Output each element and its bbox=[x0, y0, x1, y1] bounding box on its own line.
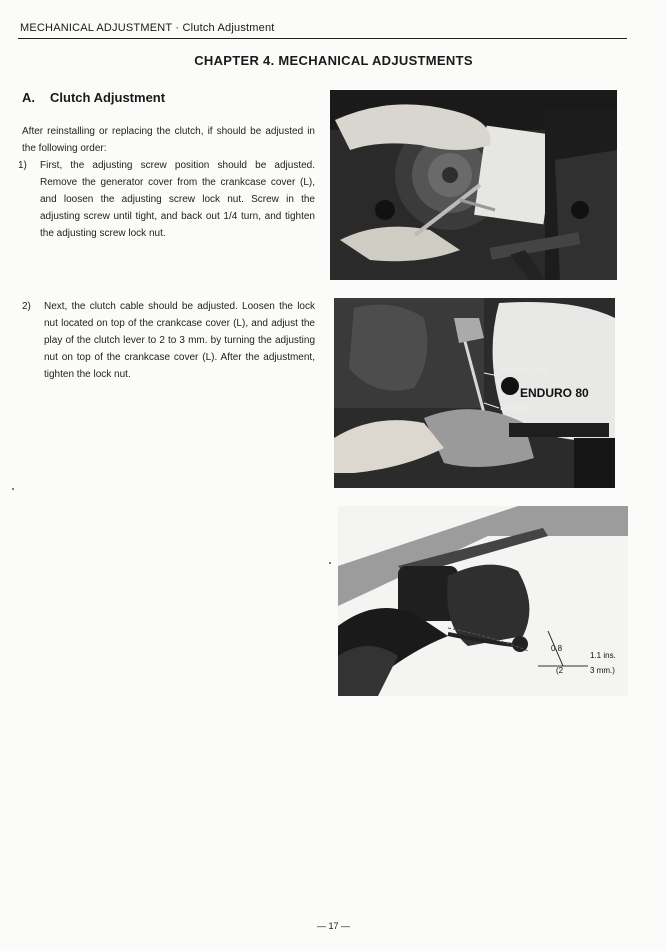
page-number: — 17 — bbox=[316, 921, 350, 931]
play-mm-label: (2 bbox=[556, 666, 564, 675]
step-text: First, the adjusting screw position should be adjusted. Remove the generator cover from the crankcase cover (L), and loosen the adjusting screw lock nut. Screw in the adjusting screw until tight, and back out 1/4 turn, and tighten the adjusting screw lock nut. bbox=[40, 160, 315, 239]
brand-label: ENDURO 80 bbox=[520, 386, 589, 400]
photo-clutch-lever bbox=[338, 506, 628, 696]
step-number: 2) bbox=[22, 301, 31, 312]
intro-paragraph bbox=[22, 123, 315, 157]
step-1 bbox=[18, 157, 315, 242]
running-header: MECHANICAL ADJUSTMENT · Clutch Adjustment bbox=[20, 22, 275, 34]
adjusting-nut-label: Adjusting nut bbox=[500, 366, 547, 375]
chapter-title: CHAPTER 4. MECHANICAL ADJUSTMENTS bbox=[194, 53, 473, 68]
lock-nut-label: Lock nut bbox=[500, 403, 531, 412]
scan-speck bbox=[329, 562, 331, 564]
step-number: 1) bbox=[18, 160, 27, 171]
section-title: Clutch Adjustment bbox=[50, 90, 166, 105]
play-inches-label: 0.8 bbox=[551, 644, 563, 653]
play-inches-label-2: 1.1 ins. bbox=[590, 651, 616, 660]
scan-speck bbox=[12, 488, 14, 490]
section-letter: A. bbox=[22, 90, 35, 105]
photo-generator-cover bbox=[330, 90, 617, 280]
photo-clutch-cable bbox=[334, 298, 615, 488]
play-mm-label-2: 3 mm.) bbox=[590, 666, 615, 675]
step-2 bbox=[22, 298, 315, 383]
header-rule bbox=[18, 38, 627, 39]
step-text: Next, the clutch cable should be adjusted. Loosen the lock nut located on top of the crankcase cover (L), and adjust the play of the clutch lever to 2 to 3 mm. by turning the adjusting nut on top of the crankcase cover (L). After the adjustment, tighten the lock nut. bbox=[44, 301, 315, 380]
section-heading bbox=[22, 90, 165, 105]
intro-text: After reinstalling or replacing the clutch, if should be adjusted in the following order: bbox=[22, 126, 315, 154]
